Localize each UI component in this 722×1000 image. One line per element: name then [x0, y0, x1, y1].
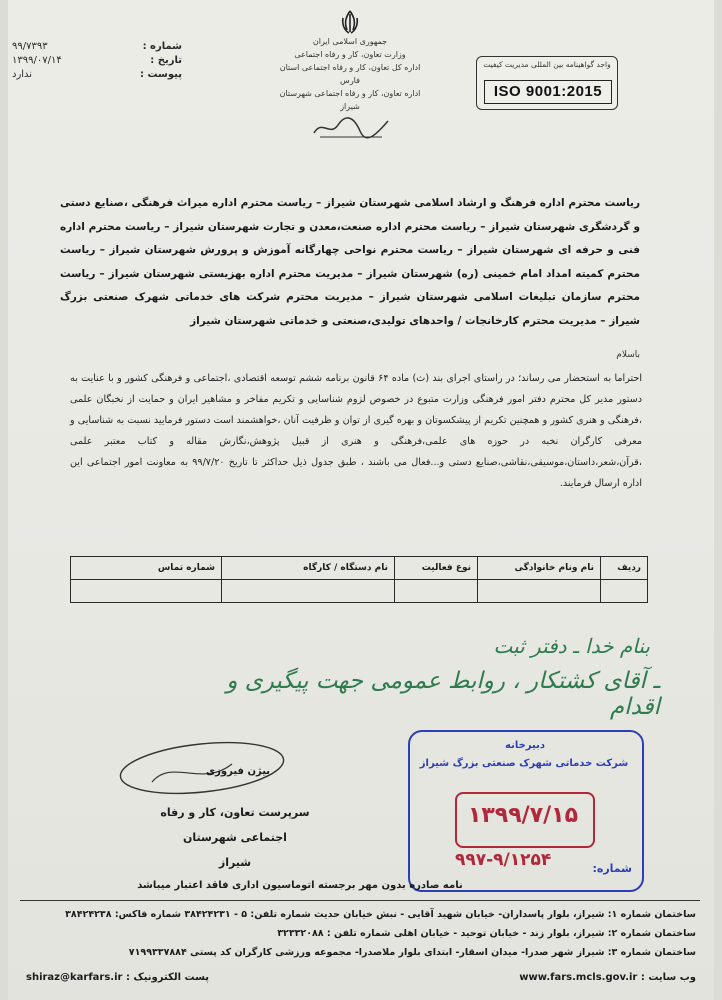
signer-title: سرپرست تعاون، کار و رفاه اجتماعی شهرستان شیراز [160, 806, 310, 869]
footer-address-2: ساختمان شماره ۲: شیراز، بلوار زند - خیابان توحید - خیابان اهلی شماره تلفن : ۳۲۳۳۲۰۸۸ [277, 928, 696, 939]
email-label: پست الکترونیک : [125, 972, 210, 983]
footer-divider [20, 900, 700, 901]
stamp-date: ۱۳۹۹/۷/۱۵ [467, 803, 579, 828]
website-label: وب سایت : [640, 972, 696, 983]
seal-signature-icon [310, 113, 392, 141]
table-header-row [71, 557, 648, 580]
handwritten-note-line2: ـ آقای کشتکار ، روابط عمومی جهت پیگیری و اقدام [226, 668, 660, 720]
signer-name: بیژن فیروزی [205, 766, 271, 777]
nominee-table [70, 556, 648, 603]
stamp-number: ۹۹۷-۹/۱۲۵۴ [455, 850, 552, 870]
stamp-title: دبیرخانه [505, 740, 545, 751]
iso-number: ISO 9001:2015 [484, 80, 612, 104]
stamp-organization: شرکت خدماتی شهرک صنعتی بزرگ شیراز [419, 758, 629, 769]
iso-caption: واجد گواهینامه بین المللی مدیریت کیفیت [483, 60, 611, 69]
website-link[interactable]: www.fars.mcls.gov.ir [519, 972, 638, 983]
table-row [71, 580, 648, 603]
email-link[interactable]: shiraz@karfars.ir [26, 972, 123, 983]
validity-note: نامه صادره بدون مهر برجسته اتوماسیون اداری فاقد اعتبار میباشد [137, 880, 463, 891]
footer-address-3: ساختمان شماره ۳: شیراز شهر صدرا- میدان اسقار- ابتدای بلوار ملاصدرا- مجموعه ورزشی کارگران کد پستی ۷۱۹۹۳۳۷۸۸۴ [128, 947, 696, 958]
stamp-number-label: شماره: [592, 862, 632, 875]
recipients-paragraph: ریاست محترم اداره فرهنگ و ارشاد اسلامی شهرستان شیراز – ریاست محترم اداره میراث فرهنگی ،صنایع دستی و گردشگری شهرستان شیراز – ریاست محترم اداره صنعت،معدن و تجارت شهرستان شیراز – ریاست محترم اداره فنی و حرفه ای شهرستان شیراز – ریاست محترم نواحی چهارگانه آموزش و پرورش شهرستان شیراز – ریاست محترم کمیته امداد امام خمینی (ره) شهرستان شیراز – مدیریت محترم اداره بهزیستی شهرستان شیراز – ریاست محترم سازمان تبلیغات اسلامی شهرستان شیراز – مدیریت محترم شرکت های خدماتی شهرک صنعتی بزرگ شیراز – مدیریت محترم کارخانجات / واحدهای تولیدی،صنعتی و خدماتی شهرستان شیراز [60, 197, 640, 327]
iran-emblem-icon [335, 8, 365, 38]
meta-date: تاریخ : ۱۳۹۹/۰۷/۱۴ [12, 55, 182, 66]
ministry-header: جمهوری اسلامی ایران وزارت تعاون، کار و رفاه اجتماعی اداره کل تعاون، کار و رفاه اجتماعی استان فارس اداره تعاون، کار و رفاه اجتماعی شهرستان شیراز [279, 37, 421, 111]
meta-number: شماره : ۹۹/۷۳۹۳ [12, 41, 182, 52]
footer-contacts [26, 972, 696, 983]
letter-body: احتراما به استحضار می رساند؛ در راستای اجرای بند (ث) ماده ۶۴ قانون برنامه ششم توسعه اقتصادی ،اجتماعی و فرهنگی کشور و با عنایت به دستور مدیر کل محترم دفتر امور فرهنگی وزارت متبوع در خصوص لزوم شناسایی و تکریم مفاخر و مشاهیر ایران و حمایت از نخبگان علمی ،فرهنگی و هنری کشور و همچنین تکریم از پیشکسوتان و بهره گیری از توان و ظرفیت آنان ،خواهشمند است دستور فرمایید نسبت به شناسایی و معرفی کارگران نخبه در حوزه های علمی،فرهنگی و هنری از قبیل پژوهش،نگارش مقاله و کتاب معتبر علمی ،قرآن،شعر،داستان،موسیقی،نقاشی،صنایع دستی و...فعال می باشند ، طبق جدول ذیل حداکثر تا تاریخ ۹۹/۷/۲۰ به معاونت امور اجتماعی این اداره ارسال فرمایند. [70, 373, 642, 489]
footer-address-1: ساختمان شماره ۱: شیراز، بلوار پاسداران- خیابان شهید آقایی - نبش خیابان حدیث شماره تلفن: ۵ - ۳۸۴۲۴۲۳۱ شماره فاکس: ۳۸۴۲۴۲۳۸ [65, 909, 696, 920]
col-phone: شماره تماس [71, 557, 222, 580]
col-row: ردیف [601, 557, 648, 580]
greeting: باسلام [616, 350, 640, 360]
col-organization: نام دستگاه / کارگاه [222, 557, 395, 580]
meta-attachment: پیوست : ندارد [12, 69, 182, 80]
col-activity: نوع فعالیت [395, 557, 478, 580]
letter-meta [12, 40, 182, 82]
col-name: نام ونام خانوادگی [478, 557, 601, 580]
handwritten-note-line1: بنام خدا ـ دفتر ثبت [493, 634, 650, 658]
